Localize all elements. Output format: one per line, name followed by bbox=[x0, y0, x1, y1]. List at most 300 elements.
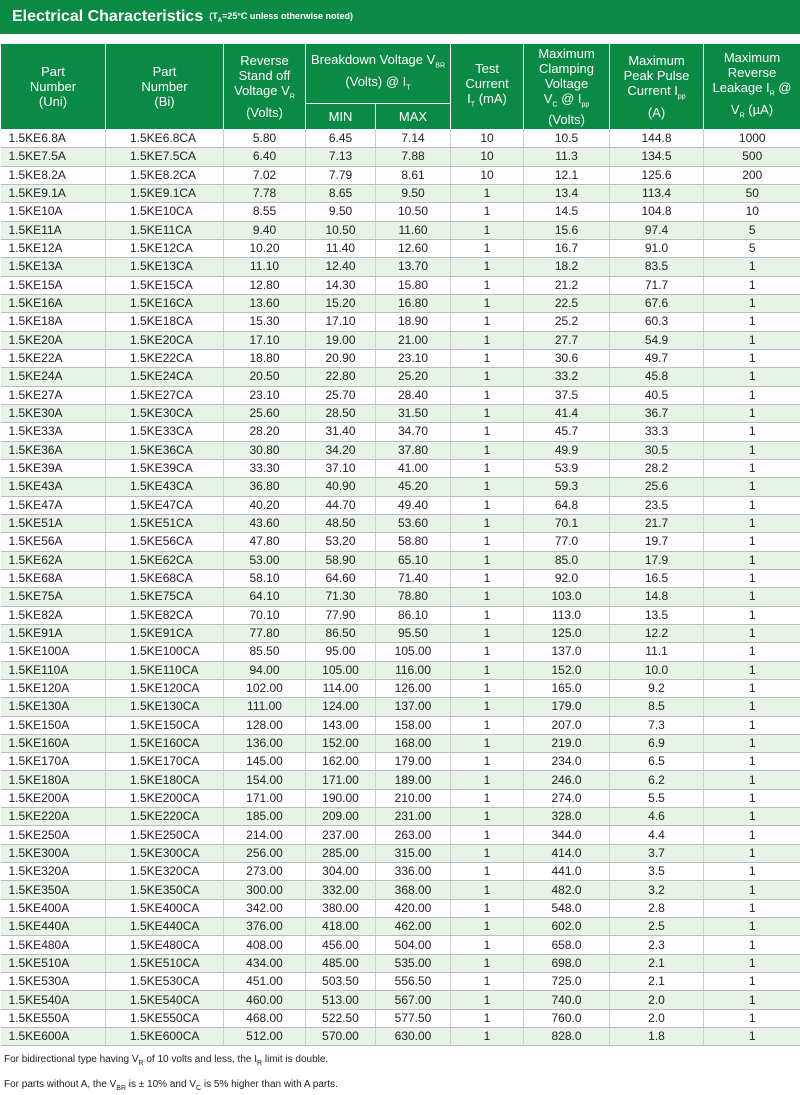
cell-reverse-leakage: 1 bbox=[704, 533, 800, 551]
cell-vbr-max: 179.00 bbox=[376, 753, 451, 771]
cell-standoff-voltage: 408.00 bbox=[224, 936, 306, 954]
cell-part-bi: 1.5KE8.2CA bbox=[106, 166, 224, 184]
cell-peak-pulse-current: 6.9 bbox=[610, 734, 704, 752]
cell-vbr-min: 14.30 bbox=[306, 276, 376, 294]
table-row bbox=[1, 973, 800, 991]
cell-vbr-min: 171.00 bbox=[306, 771, 376, 789]
cell-vbr-max: 15.80 bbox=[376, 276, 451, 294]
table-row bbox=[1, 203, 800, 221]
cell-vbr-max: 9.50 bbox=[376, 184, 451, 202]
cell-part-uni: 1.5KE36A bbox=[1, 441, 106, 459]
table-row bbox=[1, 679, 800, 697]
cell-standoff-voltage: 36.80 bbox=[224, 478, 306, 496]
cell-peak-pulse-current: 19.7 bbox=[610, 533, 704, 551]
cell-standoff-voltage: 7.78 bbox=[224, 184, 306, 202]
cell-standoff-voltage: 53.00 bbox=[224, 551, 306, 569]
table-row bbox=[1, 734, 800, 752]
cell-part-uni: 1.5KE220A bbox=[1, 808, 106, 826]
table-row bbox=[1, 826, 800, 844]
cell-vbr-max: 28.40 bbox=[376, 386, 451, 404]
cell-clamping-voltage: 548.0 bbox=[524, 899, 610, 917]
cell-part-bi: 1.5KE510CA bbox=[106, 954, 224, 972]
cell-vbr-min: 114.00 bbox=[306, 679, 376, 697]
cell-standoff-voltage: 468.00 bbox=[224, 1009, 306, 1027]
cell-clamping-voltage: 12.1 bbox=[524, 166, 610, 184]
table-row bbox=[1, 606, 800, 624]
cell-reverse-leakage: 1 bbox=[704, 551, 800, 569]
table-body bbox=[1, 130, 800, 1046]
cell-clamping-voltage: 602.0 bbox=[524, 918, 610, 936]
cell-standoff-voltage: 40.20 bbox=[224, 496, 306, 514]
cell-clamping-voltage: 21.2 bbox=[524, 276, 610, 294]
cell-clamping-voltage: 740.0 bbox=[524, 991, 610, 1009]
cell-vbr-min: 22.80 bbox=[306, 368, 376, 386]
cell-test-current: 1 bbox=[451, 386, 524, 404]
cell-standoff-voltage: 77.80 bbox=[224, 624, 306, 642]
cell-peak-pulse-current: 2.0 bbox=[610, 1009, 704, 1027]
cell-part-uni: 1.5KE16A bbox=[1, 294, 106, 312]
cell-part-bi: 1.5KE24CA bbox=[106, 368, 224, 386]
cell-test-current: 1 bbox=[451, 294, 524, 312]
cell-part-bi: 1.5KE12CA bbox=[106, 239, 224, 257]
cell-vbr-min: 37.10 bbox=[306, 459, 376, 477]
cell-part-bi: 1.5KE43CA bbox=[106, 478, 224, 496]
cell-test-current: 1 bbox=[451, 734, 524, 752]
cell-standoff-voltage: 136.00 bbox=[224, 734, 306, 752]
table-row bbox=[1, 423, 800, 441]
cell-standoff-voltage: 214.00 bbox=[224, 826, 306, 844]
cell-vbr-max: 137.00 bbox=[376, 698, 451, 716]
table-row bbox=[1, 313, 800, 331]
cell-vbr-min: 485.00 bbox=[306, 954, 376, 972]
table-row bbox=[1, 368, 800, 386]
table-row bbox=[1, 221, 800, 239]
cell-test-current: 1 bbox=[451, 1028, 524, 1046]
cell-test-current: 1 bbox=[451, 184, 524, 202]
cell-vbr-min: 34.20 bbox=[306, 441, 376, 459]
cell-peak-pulse-current: 4.4 bbox=[610, 826, 704, 844]
cell-vbr-min: 71.30 bbox=[306, 588, 376, 606]
cell-test-current: 1 bbox=[451, 459, 524, 477]
table-row bbox=[1, 404, 800, 422]
cell-peak-pulse-current: 17.9 bbox=[610, 551, 704, 569]
cell-peak-pulse-current: 4.6 bbox=[610, 808, 704, 826]
table-row bbox=[1, 148, 800, 166]
cell-reverse-leakage: 1 bbox=[704, 661, 800, 679]
cell-vbr-min: 7.79 bbox=[306, 166, 376, 184]
cell-test-current: 1 bbox=[451, 753, 524, 771]
cell-test-current: 10 bbox=[451, 148, 524, 166]
cell-part-bi: 1.5KE300CA bbox=[106, 844, 224, 862]
cell-part-uni: 1.5KE68A bbox=[1, 569, 106, 587]
cell-standoff-voltage: 512.00 bbox=[224, 1028, 306, 1046]
cell-vbr-min: 95.00 bbox=[306, 643, 376, 661]
cell-clamping-voltage: 165.0 bbox=[524, 679, 610, 697]
cell-reverse-leakage: 1 bbox=[704, 331, 800, 349]
cell-reverse-leakage: 1 bbox=[704, 1009, 800, 1027]
cell-peak-pulse-current: 9.2 bbox=[610, 679, 704, 697]
cell-vbr-min: 48.50 bbox=[306, 514, 376, 532]
cell-clamping-voltage: 234.0 bbox=[524, 753, 610, 771]
cell-reverse-leakage: 1 bbox=[704, 368, 800, 386]
table-row bbox=[1, 184, 800, 202]
cell-standoff-voltage: 25.60 bbox=[224, 404, 306, 422]
table-row bbox=[1, 789, 800, 807]
cell-clamping-voltage: 828.0 bbox=[524, 1028, 610, 1046]
cell-vbr-min: 25.70 bbox=[306, 386, 376, 404]
table-row bbox=[1, 991, 800, 1009]
cell-vbr-max: 315.00 bbox=[376, 844, 451, 862]
cell-clamping-voltage: 658.0 bbox=[524, 936, 610, 954]
table-row bbox=[1, 643, 800, 661]
cell-standoff-voltage: 128.00 bbox=[224, 716, 306, 734]
cell-part-uni: 1.5KE75A bbox=[1, 588, 106, 606]
cell-test-current: 1 bbox=[451, 918, 524, 936]
table-row bbox=[1, 844, 800, 862]
cell-vbr-min: 332.00 bbox=[306, 881, 376, 899]
cell-peak-pulse-current: 144.8 bbox=[610, 130, 704, 148]
cell-vbr-max: 65.10 bbox=[376, 551, 451, 569]
cell-vbr-max: 535.00 bbox=[376, 954, 451, 972]
cell-clamping-voltage: 414.0 bbox=[524, 844, 610, 862]
header-standoff-voltage: Reverse Stand off Voltage $V_R$ (Volts) bbox=[224, 44, 306, 130]
cell-part-uni: 1.5KE13A bbox=[1, 258, 106, 276]
cell-peak-pulse-current: 3.7 bbox=[610, 844, 704, 862]
cell-vbr-max: 368.00 bbox=[376, 881, 451, 899]
cell-test-current: 1 bbox=[451, 514, 524, 532]
cell-peak-pulse-current: 6.5 bbox=[610, 753, 704, 771]
cell-clamping-voltage: 760.0 bbox=[524, 1009, 610, 1027]
cell-part-uni: 1.5KE15A bbox=[1, 276, 106, 294]
cell-peak-pulse-current: 1.8 bbox=[610, 1028, 704, 1046]
cell-reverse-leakage: 1 bbox=[704, 624, 800, 642]
cell-clamping-voltage: 274.0 bbox=[524, 789, 610, 807]
cell-vbr-min: 31.40 bbox=[306, 423, 376, 441]
cell-part-uni: 1.5KE9.1A bbox=[1, 184, 106, 202]
cell-part-uni: 1.5KE530A bbox=[1, 973, 106, 991]
cell-part-bi: 1.5KE36CA bbox=[106, 441, 224, 459]
cell-clamping-voltage: 25.2 bbox=[524, 313, 610, 331]
cell-peak-pulse-current: 21.7 bbox=[610, 514, 704, 532]
cell-vbr-max: 53.60 bbox=[376, 514, 451, 532]
cell-standoff-voltage: 273.00 bbox=[224, 863, 306, 881]
cell-vbr-min: 28.50 bbox=[306, 404, 376, 422]
cell-vbr-max: 630.00 bbox=[376, 1028, 451, 1046]
cell-clamping-voltage: 18.2 bbox=[524, 258, 610, 276]
cell-standoff-voltage: 434.00 bbox=[224, 954, 306, 972]
table-row bbox=[1, 771, 800, 789]
table-row bbox=[1, 624, 800, 642]
cell-part-bi: 1.5KE160CA bbox=[106, 734, 224, 752]
cell-vbr-max: 45.20 bbox=[376, 478, 451, 496]
cell-standoff-voltage: 12.80 bbox=[224, 276, 306, 294]
cell-part-uni: 1.5KE51A bbox=[1, 514, 106, 532]
cell-peak-pulse-current: 113.4 bbox=[610, 184, 704, 202]
cell-part-bi: 1.5KE51CA bbox=[106, 514, 224, 532]
cell-peak-pulse-current: 104.8 bbox=[610, 203, 704, 221]
cell-standoff-voltage: 451.00 bbox=[224, 973, 306, 991]
cell-test-current: 1 bbox=[451, 606, 524, 624]
cell-vbr-max: 126.00 bbox=[376, 679, 451, 697]
cell-standoff-voltage: 30.80 bbox=[224, 441, 306, 459]
cell-peak-pulse-current: 134.5 bbox=[610, 148, 704, 166]
cell-vbr-max: 25.20 bbox=[376, 368, 451, 386]
cell-standoff-voltage: 171.00 bbox=[224, 789, 306, 807]
cell-peak-pulse-current: 25.6 bbox=[610, 478, 704, 496]
cell-vbr-max: 23.10 bbox=[376, 349, 451, 367]
cell-reverse-leakage: 1 bbox=[704, 679, 800, 697]
cell-part-uni: 1.5KE250A bbox=[1, 826, 106, 844]
cell-reverse-leakage: 50 bbox=[704, 184, 800, 202]
cell-reverse-leakage: 1 bbox=[704, 606, 800, 624]
cell-peak-pulse-current: 71.7 bbox=[610, 276, 704, 294]
cell-part-bi: 1.5KE20CA bbox=[106, 331, 224, 349]
cell-test-current: 1 bbox=[451, 661, 524, 679]
cell-vbr-min: 456.00 bbox=[306, 936, 376, 954]
cell-clamping-voltage: 16.7 bbox=[524, 239, 610, 257]
cell-standoff-voltage: 23.10 bbox=[224, 386, 306, 404]
cell-vbr-max: 11.60 bbox=[376, 221, 451, 239]
cell-vbr-max: 58.80 bbox=[376, 533, 451, 551]
header-vbr-max: MAX bbox=[376, 104, 451, 130]
cell-part-uni: 1.5KE91A bbox=[1, 624, 106, 642]
cell-clamping-voltage: 14.5 bbox=[524, 203, 610, 221]
cell-reverse-leakage: 1 bbox=[704, 771, 800, 789]
cell-test-current: 1 bbox=[451, 551, 524, 569]
cell-part-bi: 1.5KE82CA bbox=[106, 606, 224, 624]
header-vbr-min: MIN bbox=[306, 104, 376, 130]
cell-test-current: 1 bbox=[451, 899, 524, 917]
cell-clamping-voltage: 45.7 bbox=[524, 423, 610, 441]
cell-part-uni: 1.5KE320A bbox=[1, 863, 106, 881]
cell-test-current: 1 bbox=[451, 239, 524, 257]
cell-vbr-min: 53.20 bbox=[306, 533, 376, 551]
cell-test-current: 1 bbox=[451, 404, 524, 422]
cell-peak-pulse-current: 67.6 bbox=[610, 294, 704, 312]
table-row bbox=[1, 130, 800, 148]
cell-vbr-min: 503.50 bbox=[306, 973, 376, 991]
cell-clamping-voltage: 77.0 bbox=[524, 533, 610, 551]
cell-reverse-leakage: 500 bbox=[704, 148, 800, 166]
cell-peak-pulse-current: 36.7 bbox=[610, 404, 704, 422]
cell-reverse-leakage: 1 bbox=[704, 844, 800, 862]
cell-part-uni: 1.5KE6.8A bbox=[1, 130, 106, 148]
table-row bbox=[1, 459, 800, 477]
cell-test-current: 1 bbox=[451, 588, 524, 606]
table-row bbox=[1, 588, 800, 606]
cell-vbr-max: 168.00 bbox=[376, 734, 451, 752]
cell-standoff-voltage: 18.80 bbox=[224, 349, 306, 367]
cell-peak-pulse-current: 13.5 bbox=[610, 606, 704, 624]
cell-clamping-voltage: 41.4 bbox=[524, 404, 610, 422]
cell-part-bi: 1.5KE400CA bbox=[106, 899, 224, 917]
cell-test-current: 1 bbox=[451, 203, 524, 221]
cell-test-current: 1 bbox=[451, 716, 524, 734]
cell-part-bi: 1.5KE540CA bbox=[106, 991, 224, 1009]
cell-part-uni: 1.5KE110A bbox=[1, 661, 106, 679]
cell-reverse-leakage: 1 bbox=[704, 276, 800, 294]
cell-test-current: 1 bbox=[451, 844, 524, 862]
cell-clamping-voltage: 207.0 bbox=[524, 716, 610, 734]
cell-standoff-voltage: 8.55 bbox=[224, 203, 306, 221]
cell-vbr-max: 577.50 bbox=[376, 1009, 451, 1027]
cell-reverse-leakage: 1 bbox=[704, 753, 800, 771]
cell-part-bi: 1.5KE220CA bbox=[106, 808, 224, 826]
cell-vbr-min: 17.10 bbox=[306, 313, 376, 331]
cell-clamping-voltage: 33.2 bbox=[524, 368, 610, 386]
cell-clamping-voltage: 328.0 bbox=[524, 808, 610, 826]
cell-vbr-max: 7.88 bbox=[376, 148, 451, 166]
cell-standoff-voltage: 102.00 bbox=[224, 679, 306, 697]
cell-part-uni: 1.5KE43A bbox=[1, 478, 106, 496]
cell-vbr-max: 567.00 bbox=[376, 991, 451, 1009]
cell-vbr-min: 190.00 bbox=[306, 789, 376, 807]
test-condition: ($T_A=25^\circ C$ unless otherwise noted) bbox=[209, 10, 353, 24]
cell-reverse-leakage: 1 bbox=[704, 734, 800, 752]
cell-part-uni: 1.5KE18A bbox=[1, 313, 106, 331]
cell-vbr-max: 10.50 bbox=[376, 203, 451, 221]
cell-vbr-min: 513.00 bbox=[306, 991, 376, 1009]
table-row bbox=[1, 918, 800, 936]
notes bbox=[0, 1054, 800, 1095]
cell-clamping-voltage: 70.1 bbox=[524, 514, 610, 532]
table-row bbox=[1, 276, 800, 294]
cell-part-bi: 1.5KE68CA bbox=[106, 569, 224, 587]
cell-clamping-voltage: 113.0 bbox=[524, 606, 610, 624]
cell-reverse-leakage: 1 bbox=[704, 294, 800, 312]
cell-reverse-leakage: 1 bbox=[704, 789, 800, 807]
cell-standoff-voltage: 154.00 bbox=[224, 771, 306, 789]
cell-part-bi: 1.5KE22CA bbox=[106, 349, 224, 367]
table-row bbox=[1, 753, 800, 771]
cell-reverse-leakage: 1 bbox=[704, 991, 800, 1009]
cell-part-uni: 1.5KE82A bbox=[1, 606, 106, 624]
cell-clamping-voltage: 246.0 bbox=[524, 771, 610, 789]
cell-vbr-max: 13.70 bbox=[376, 258, 451, 276]
cell-part-bi: 1.5KE350CA bbox=[106, 881, 224, 899]
cell-test-current: 1 bbox=[451, 331, 524, 349]
cell-test-current: 1 bbox=[451, 881, 524, 899]
cell-test-current: 1 bbox=[451, 863, 524, 881]
cell-reverse-leakage: 200 bbox=[704, 166, 800, 184]
cell-clamping-voltage: 11.3 bbox=[524, 148, 610, 166]
cell-clamping-voltage: 27.7 bbox=[524, 331, 610, 349]
cell-reverse-leakage: 1000 bbox=[704, 130, 800, 148]
cell-test-current: 1 bbox=[451, 1009, 524, 1027]
cell-test-current: 1 bbox=[451, 936, 524, 954]
cell-reverse-leakage: 1 bbox=[704, 899, 800, 917]
cell-part-uni: 1.5KE62A bbox=[1, 551, 106, 569]
cell-vbr-max: 420.00 bbox=[376, 899, 451, 917]
cell-part-bi: 1.5KE200CA bbox=[106, 789, 224, 807]
table-row bbox=[1, 496, 800, 514]
cell-standoff-voltage: 10.20 bbox=[224, 239, 306, 257]
cell-standoff-voltage: 7.02 bbox=[224, 166, 306, 184]
cell-reverse-leakage: 1 bbox=[704, 588, 800, 606]
cell-part-bi: 1.5KE15CA bbox=[106, 276, 224, 294]
cell-peak-pulse-current: 3.5 bbox=[610, 863, 704, 881]
cell-peak-pulse-current: 97.4 bbox=[610, 221, 704, 239]
header-part-bi: Part Number (Bi) bbox=[106, 44, 224, 130]
cell-part-bi: 1.5KE62CA bbox=[106, 551, 224, 569]
cell-part-uni: 1.5KE120A bbox=[1, 679, 106, 697]
cell-test-current: 1 bbox=[451, 771, 524, 789]
cell-clamping-voltage: 482.0 bbox=[524, 881, 610, 899]
cell-clamping-voltage: 344.0 bbox=[524, 826, 610, 844]
cell-vbr-max: 210.00 bbox=[376, 789, 451, 807]
cell-part-bi: 1.5KE100CA bbox=[106, 643, 224, 661]
cell-test-current: 1 bbox=[451, 313, 524, 331]
cell-vbr-max: 78.80 bbox=[376, 588, 451, 606]
cell-clamping-voltage: 85.0 bbox=[524, 551, 610, 569]
cell-test-current: 1 bbox=[451, 368, 524, 386]
cell-part-bi: 1.5KE33CA bbox=[106, 423, 224, 441]
cell-part-uni: 1.5KE47A bbox=[1, 496, 106, 514]
cell-peak-pulse-current: 30.5 bbox=[610, 441, 704, 459]
cell-test-current: 1 bbox=[451, 789, 524, 807]
cell-reverse-leakage: 1 bbox=[704, 808, 800, 826]
cell-vbr-max: 263.00 bbox=[376, 826, 451, 844]
cell-standoff-voltage: 5.80 bbox=[224, 130, 306, 148]
cell-part-bi: 1.5KE47CA bbox=[106, 496, 224, 514]
cell-standoff-voltage: 70.10 bbox=[224, 606, 306, 624]
cell-standoff-voltage: 15.30 bbox=[224, 313, 306, 331]
cell-peak-pulse-current: 16.5 bbox=[610, 569, 704, 587]
cell-part-bi: 1.5KE480CA bbox=[106, 936, 224, 954]
cell-part-bi: 1.5KE9.1CA bbox=[106, 184, 224, 202]
cell-reverse-leakage: 5 bbox=[704, 239, 800, 257]
cell-vbr-min: 380.00 bbox=[306, 899, 376, 917]
table-row bbox=[1, 569, 800, 587]
cell-part-bi: 1.5KE13CA bbox=[106, 258, 224, 276]
cell-reverse-leakage: 1 bbox=[704, 973, 800, 991]
cell-part-bi: 1.5KE11CA bbox=[106, 221, 224, 239]
cell-vbr-min: 86.50 bbox=[306, 624, 376, 642]
table-row bbox=[1, 661, 800, 679]
cell-reverse-leakage: 1 bbox=[704, 514, 800, 532]
cell-vbr-min: 285.00 bbox=[306, 844, 376, 862]
cell-reverse-leakage: 1 bbox=[704, 404, 800, 422]
table-row bbox=[1, 936, 800, 954]
cell-part-uni: 1.5KE180A bbox=[1, 771, 106, 789]
cell-vbr-max: 41.00 bbox=[376, 459, 451, 477]
cell-vbr-max: 158.00 bbox=[376, 716, 451, 734]
cell-peak-pulse-current: 12.2 bbox=[610, 624, 704, 642]
cell-clamping-voltage: 137.0 bbox=[524, 643, 610, 661]
cell-reverse-leakage: 1 bbox=[704, 643, 800, 661]
cell-part-bi: 1.5KE130CA bbox=[106, 698, 224, 716]
cell-part-uni: 1.5KE150A bbox=[1, 716, 106, 734]
cell-reverse-leakage: 1 bbox=[704, 918, 800, 936]
cell-vbr-min: 7.13 bbox=[306, 148, 376, 166]
cell-vbr-min: 522.50 bbox=[306, 1009, 376, 1027]
cell-clamping-voltage: 152.0 bbox=[524, 661, 610, 679]
cell-test-current: 1 bbox=[451, 533, 524, 551]
header-peak-pulse-current: Maximum Peak Pulse Current $I_{pp}$ (A) bbox=[610, 44, 704, 130]
table-row bbox=[1, 716, 800, 734]
cell-peak-pulse-current: 49.7 bbox=[610, 349, 704, 367]
cell-clamping-voltage: 92.0 bbox=[524, 569, 610, 587]
cell-part-bi: 1.5KE16CA bbox=[106, 294, 224, 312]
note-bidirectional: For bidirectional type having $V_R$ of 10 volts and less, the $I_R$ limit is double. bbox=[4, 1054, 329, 1068]
cell-test-current: 10 bbox=[451, 130, 524, 148]
cell-vbr-min: 418.00 bbox=[306, 918, 376, 936]
cell-vbr-max: 8.61 bbox=[376, 166, 451, 184]
cell-test-current: 1 bbox=[451, 826, 524, 844]
cell-standoff-voltage: 6.40 bbox=[224, 148, 306, 166]
cell-peak-pulse-current: 60.3 bbox=[610, 313, 704, 331]
cell-standoff-voltage: 111.00 bbox=[224, 698, 306, 716]
